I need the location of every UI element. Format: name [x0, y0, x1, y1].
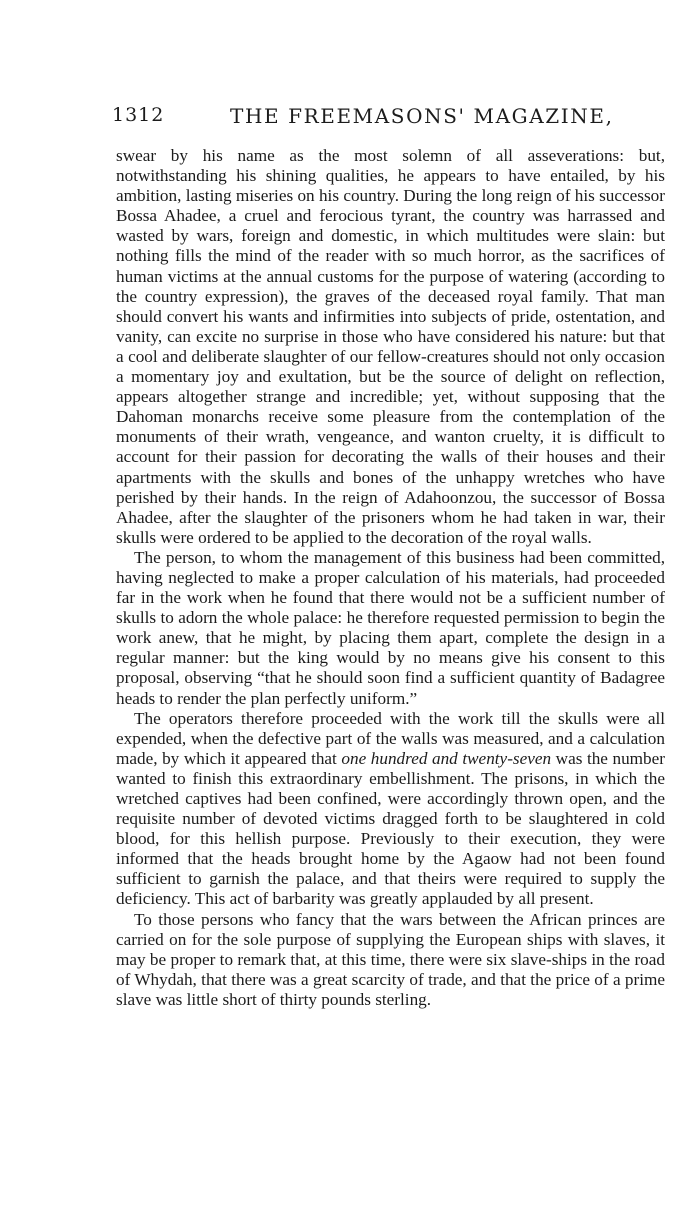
paragraph-3 — [116, 709, 665, 910]
paragraph-text: The person, to whom the management of this business had been committed, having neglected to make a proper calculation of his materials, had proceeded far in the work when he found that there would not be a sufficient number of skulls to adorn the whole palace: he therefore requested permission to begin the work anew, that he might, by placing them apart, complete the design in a regular manner: but the king would by no means give his consent to this proposal, observing “that he should soon find a sufficient quantity of Badagree heads to render the plan perfectly uniform.” — [116, 547, 665, 708]
running-title: THE FREEMASONS' MAGAZINE, — [230, 104, 614, 128]
paragraph-text: was the number wanted to finish this extraordinary embellishment. The prisons, in which the wretched captives had been confined, were accordingly thrown open, and the requisite number of devoted victims dragged forth to be slaughtered in cold blood, for this hellish purpose. Previously to their execution, they were informed that the heads brought home by the Agaow had not been found sufficient to garnish the palace, and that theirs were required to supply the deficiency. This act of barbarity was greatly applauded by all present. — [116, 748, 665, 909]
paragraph-text: To those persons who fancy that the wars between the African princes are carried on for the sole purpose of supplying the European ships with slaves, it may be proper to remark that, at this time, there were six slave-ships in the road of Whydah, that there was a great scarcity of trade, and that the price of a prime slave was little short of thirty pounds sterling. — [116, 909, 665, 1009]
paragraph-2 — [116, 548, 665, 709]
paragraph-text: The operators therefore proceeded with the work till the skulls were all expended, when the defective part of the walls was measured, and a calculation made, by which it appeared that — [116, 708, 665, 768]
article-body — [116, 146, 665, 1010]
italic-number-phrase: one hundred and twenty-seven — [341, 748, 552, 768]
paragraph-4 — [116, 910, 665, 1010]
page-number: 1312 — [112, 104, 165, 126]
paragraph-text: swear by his name as the most solemn of all asseverations: but, notwithstanding his shining qualities, he appears to have entailed, by his ambition, lasting miseries on his country. During the long reign of his successor Bossa Ahadee, a cruel and ferocious tyrant, the country was harrassed and wasted by wars, foreign and domestic, in which multitudes were slain: but nothing fills the mind of the reader with so much horror, as the sacrifices of human victims at the annual customs for the purpose of watering (according to the country expression), the graves of the deceased royal family. That man should convert his wants and infirmities into subjects of pride, ostentation, and vanity, can excite no surprise in those who have considered his nature: but that a cool and deliberate slaughter of our fellow-creatures should not only occasion a momentary joy and exultation, but be the source of delight on reflection, appears altogether strange and incredible; yet, without supposing that the Dahoman monarchs receive some pleasure from the contemplation of the monuments of their wrath, vengeance, and wanton cruelty, it is difficult to account for their passion for decorating the walls of their houses and their apartments with the skulls and bones of the unhappy wretches who have perished by their hands. In the reign of Adahoonzou, the successor of Bossa Ahadee, after the slaughter of the prisoners whom he had taken in war, their skulls were ordered to be applied to the decoration of the royal walls. — [116, 146, 665, 547]
page-header — [112, 104, 672, 130]
paragraph-1 — [116, 146, 665, 548]
